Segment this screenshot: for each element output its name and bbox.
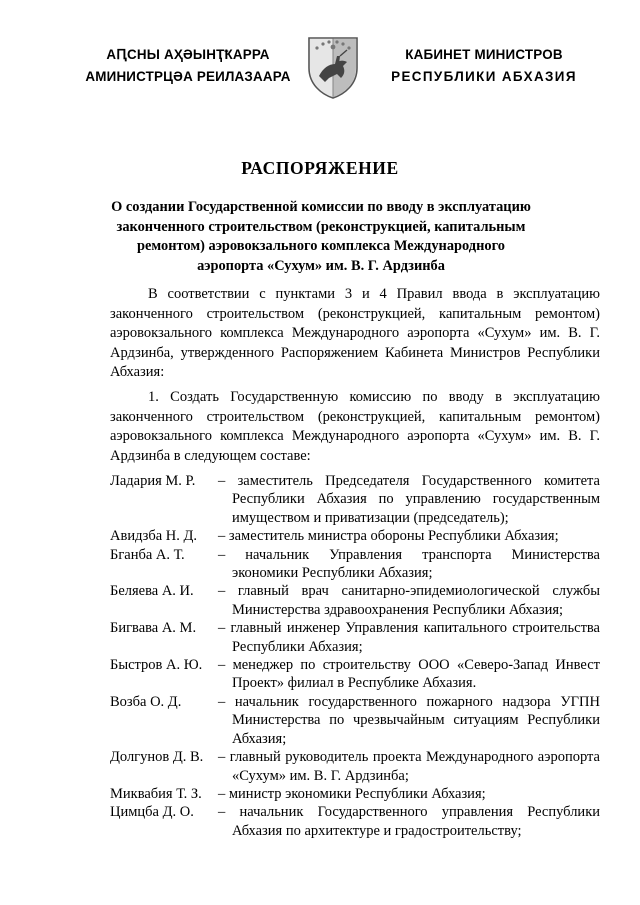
member-role: – заместитель министра обороны Республики Абхазия; (218, 528, 559, 545)
member-name: Быстров А. Ю. (110, 657, 203, 674)
member-role: – начальник Государственного управления Республики Абхазия по архитектуре и градостроительству; (218, 804, 600, 839)
member-name: Ладария М. Р. (110, 473, 196, 489)
header-right-russian (384, 44, 584, 88)
member-row (110, 582, 600, 619)
header-left-abkhaz (82, 44, 294, 88)
header-left-line2: АМИНИСТРЦӘА РЕИЛАЗААРА (85, 69, 291, 84)
member-row (110, 656, 600, 693)
member-role: – министр экономики Республики Абхазия; (218, 785, 486, 802)
header-right-line2: РЕСПУБЛИКИ АБХАЗИЯ (391, 69, 577, 84)
coat-of-arms-icon (305, 34, 361, 100)
member-name: Долгунов Д. В. (110, 749, 204, 766)
member-row (110, 693, 600, 748)
member-row (110, 748, 600, 785)
member-role: – менеджер по строительству ООО «Северо-Запад Инвест Проект» филиал в Республике Абхазия. (218, 657, 600, 692)
commission-members-list (110, 472, 600, 840)
member-name: Возба О. Д. (110, 693, 182, 710)
member-role: – начальник государственного пожарного надзора УГПН Министерства по чрезвычайным ситуациям Республики Абхазия; (218, 693, 600, 747)
member-row (110, 619, 600, 656)
member-role: – заместитель Председателя Государственного комитета Республики Абхазия по управлению государственным имуществом и приватизации (председатель); (218, 473, 600, 526)
document-subject: О создании Государственной комиссии по вводу в эксплуатацию законченного строительством (реконструкцией, капитальным ремонтом) аэровокзального комплекса Международного аэропорта «Сухум» им. В. Г. Ардзинба (111, 199, 531, 274)
preamble-paragraph: В соответствии с пунктами 3 и 4 Правил ввода в эксплуатацию законченного строительством (реконструкцией, капитальным ремонтом) аэровокзального комплекса Международного аэропорта «Сухум» им. В. Г. Ардзинба, утвержденного Распоряжением Кабинета Министров Республики Абхазия: (110, 286, 600, 380)
member-name: Авидзба Н. Д. (110, 528, 198, 545)
member-role: – главный инженер Управления капитального строительства Республики Абхазия; (218, 620, 600, 655)
member-role: – начальник Управления транспорта Министерства экономики Республики Абхазия; (218, 546, 600, 582)
member-row (110, 527, 600, 545)
header-right-line1: КАБИНЕТ МИНИСТРОВ (405, 47, 563, 62)
member-name: Беляева А. И. (110, 583, 194, 600)
member-role: – главный руководитель проекта Международного аэропорта «Сухум» им. В. Г. Ардзинба; (218, 749, 600, 784)
member-name: Бганба А. Т. (110, 546, 185, 563)
document-title: РАСПОРЯЖЕНИЕ (241, 158, 399, 178)
member-row (110, 803, 600, 840)
header-left-line1: АԤСНЫ АҲӘЫНҬҞАРРА (106, 47, 270, 62)
member-name: Миквабия Т. З. (110, 785, 202, 802)
member-name: Бигвава А. М. (110, 620, 197, 637)
member-row (110, 546, 600, 583)
member-row (110, 472, 600, 527)
item-1-paragraph: 1. Создать Государственную комиссию по вводу в эксплуатацию законченного строительством (реконструкцией, капитальным ремонтом) аэровокзального комплекса Международного аэропорта «Сухум» им. В. Г. Ардзинба в следующем составе: (110, 389, 600, 464)
member-row (110, 785, 600, 803)
member-name: Цимцба Д. О. (110, 804, 194, 821)
member-role: – главный врач санитарно-эпидемиологической службы Министерства здравоохранения Республики Абхазия; (218, 583, 600, 618)
